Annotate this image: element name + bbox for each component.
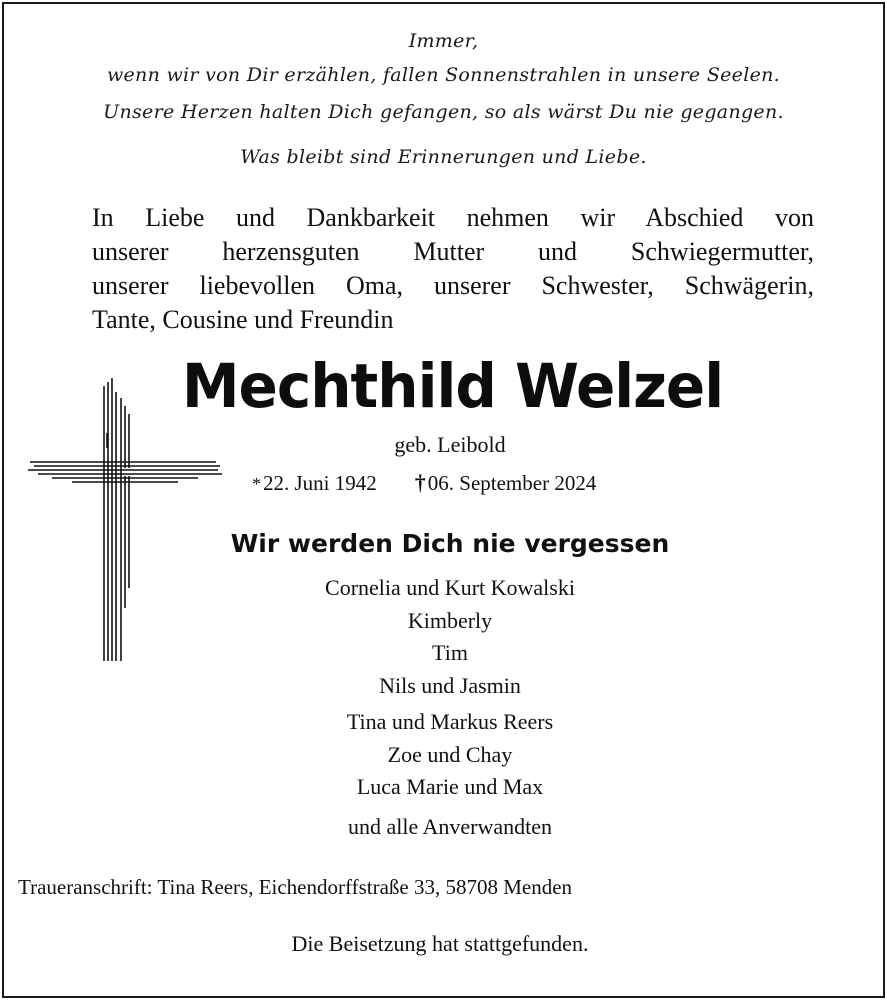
subheading: Wir werden Dich nie vergessen [230,529,670,558]
birth-date: 22. Juni 1942 [263,471,377,495]
mourners-group-2 [0,706,887,804]
deceased-name: Mechthild Welzel [181,350,724,422]
poem-line-4: Was bleibt sind Erinnerungen und Liebe. [240,146,647,168]
intro-line-4: Tante, Cousine und Freundin [92,305,394,334]
mourner-line: Luca Marie und Max [356,774,544,799]
relatives-line: und alle Anverwandten [347,814,553,839]
intro-line-3: unserer liebevollen Oma, unserer Schwester, Schwägerin, [92,271,814,300]
poem-line-2: wenn wir von Dir erzählen, fallen Sonnenstrahlen in unsere Seelen. [106,64,781,86]
mourner-line: Tina und Markus Reers [346,709,554,734]
mourner-line: Tim [432,640,468,665]
mourning-address: Traueranschrift: Tina Reers, Eichendorffstraße 33, 58708 Menden [18,875,573,899]
mourner-line: Nils und Jasmin [379,672,521,698]
mourner-line: Kimberly [407,607,493,633]
mourners-group-1 [0,572,887,702]
maiden-name: geb. Leibold [394,432,506,457]
burial-notice: Die Beisetzung hat stattgefunden. [291,931,589,956]
star-icon: * [252,474,261,494]
death-date: 06. September 2024 [427,471,597,495]
intro-text [92,201,814,337]
intro-line-2: unserer herzensguten Mutter und Schwiegermutter, [92,237,814,266]
poem-line-3: Unsere Herzen halten Dich gefangen, so als wärst Du nie gegangen. [103,101,784,123]
mourner-line: Zoe und Chay [387,741,513,767]
mourner-line: Cornelia und Kurt Kowalski [325,575,575,600]
life-dates [252,470,596,496]
dagger-icon: † [414,470,426,495]
poem-line-1: Immer, [408,30,479,52]
intro-line-1: In Liebe und Dankbarkeit nehmen wir Abschied von [92,203,814,232]
